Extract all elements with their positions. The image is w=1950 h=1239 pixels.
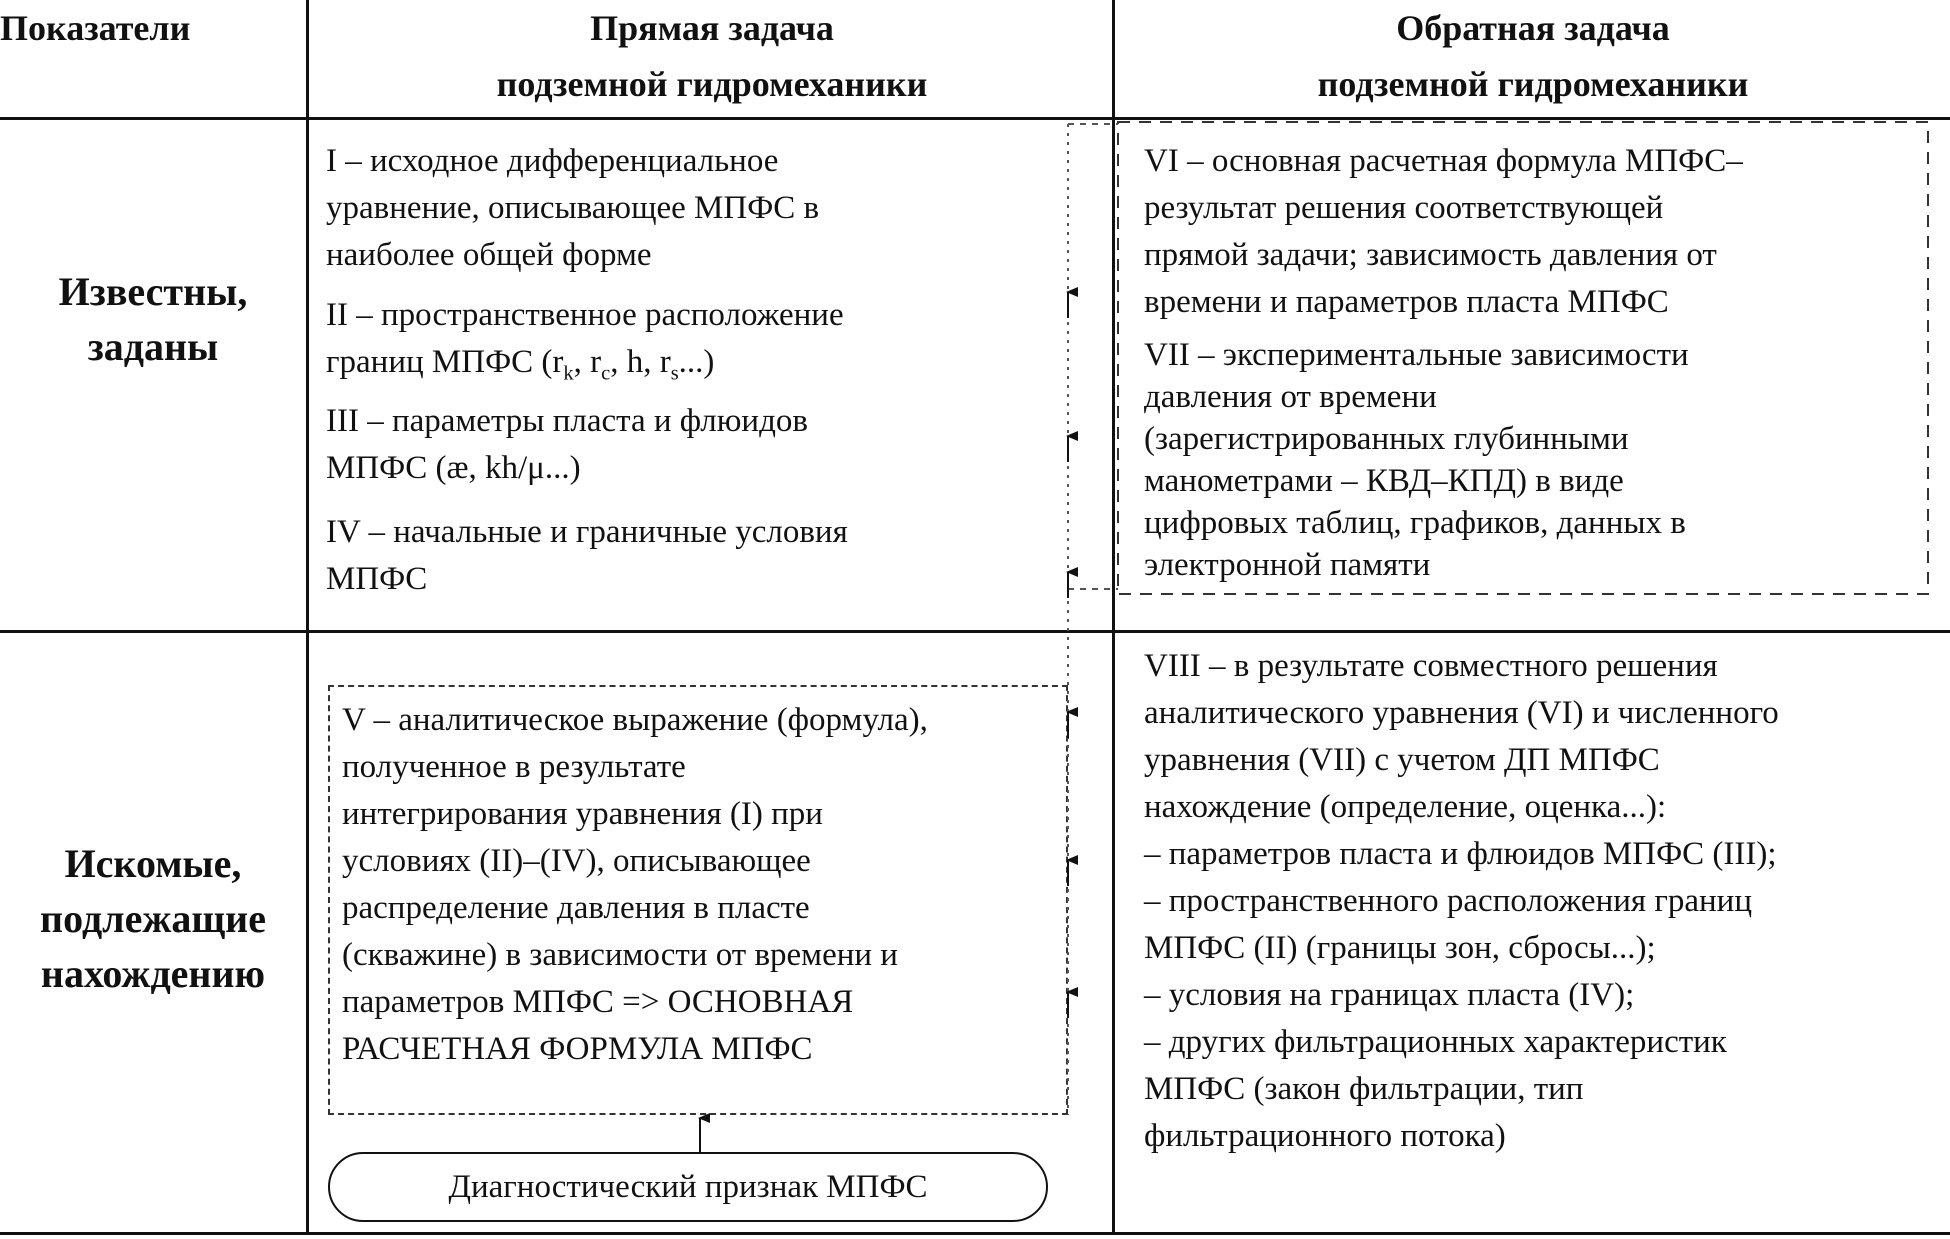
item-vi-line: времени и параметров пласта МПФС <box>1144 284 1669 320</box>
item-viii-line: VIII – в результате совместного решения <box>1144 648 1718 684</box>
header-inverse-line1: Обратная задача <box>1396 8 1670 48</box>
item-iii-line: МПФС (æ, kh/μ...) <box>326 450 581 486</box>
item-viii-line: – параметров пласта и флюидов МПФС (III); <box>1144 836 1777 872</box>
item-iii-line: III – параметры пласта и флюидов <box>326 403 808 439</box>
item-v-line: условиях (II)–(IV), описывающее <box>342 843 811 879</box>
row-label-known-line1: Известны, <box>58 269 248 314</box>
item-ii-line: II – пространственное расположение <box>326 297 844 333</box>
item-vi-line: результат решения соответствующей <box>1144 190 1664 226</box>
row-label-sought-line2: подлежащие <box>40 896 266 941</box>
row-label-sought-line1: Искомые, <box>64 841 242 886</box>
item-viii-line: МПФС (II) (границы зон, сбросы...); <box>1144 930 1656 966</box>
item-v-line: РАСЧЕТНАЯ ФОРМУЛА МПФС <box>342 1031 813 1067</box>
item-iv-line: МПФС <box>326 561 428 597</box>
header-direct-line1: Прямая задача <box>590 8 834 48</box>
item-viii-line: – условия на границах пласта (IV); <box>1144 977 1635 1013</box>
item-vi-line: VI – основная расчетная формула МПФС– <box>1144 143 1743 179</box>
item-vii-line: электронной памяти <box>1144 547 1431 583</box>
item-vii-line: цифровых таблиц, графиков, данных в <box>1144 505 1686 541</box>
subscript-k: k <box>563 362 574 385</box>
item-viii-line: фильтрационного потока) <box>1144 1118 1506 1154</box>
header-direct-line2: подземной гидромеханики <box>496 64 928 104</box>
item-viii-line: нахождение (определение, оценка...): <box>1144 789 1667 825</box>
item-viii-line: уравнения (VII) с учетом ДП МПФС <box>1144 742 1660 778</box>
item-vii-line: давления от времени <box>1144 379 1437 415</box>
item-ii-line: границ МПФС ($r_k$, $r_c$, h, $r_s$...) <box>326 344 715 385</box>
item-v-line: V – аналитическое выражение (формула), <box>342 702 928 738</box>
item-v-line: распределение давления в пласте <box>342 890 810 926</box>
item-vii-line: (зарегистрированных глубинными <box>1144 421 1629 457</box>
item-viii-line: аналитического уравнения (VI) и численного <box>1144 695 1779 731</box>
item-v-line: (скважине) в зависимости от времени и <box>342 937 898 973</box>
item-i-line: наиболее общей форме <box>326 237 652 273</box>
item-iv-line: IV – начальные и граничные условия <box>326 514 848 550</box>
item-vi-line: прямой задачи; зависимость давления от <box>1144 237 1717 273</box>
item-v-line: интегрирования уравнения (I) при <box>342 796 823 832</box>
header-inverse-line2: подземной гидромеханики <box>1317 64 1749 104</box>
item-v-line: параметров МПФС => ОСНОВНАЯ <box>342 984 854 1020</box>
row-label-known-line2: заданы <box>87 324 219 369</box>
item-vii-line: манометрами – КВД–КПД) в виде <box>1144 463 1624 499</box>
header-indicators: Показатели <box>0 8 191 48</box>
item-i-line: уравнение, описывающее МПФС в <box>326 190 820 226</box>
subscript-s: s <box>670 362 679 385</box>
diagnostic-feature-label: Диагностический признак МПФС <box>448 1168 928 1205</box>
item-vii-line: VII – экспериментальные зависимости <box>1144 337 1689 373</box>
vi-vii-dashed-box <box>1118 122 1928 594</box>
item-viii-line: МПФС (закон фильтрации, тип <box>1144 1071 1584 1107</box>
subscript-c: c <box>601 362 611 385</box>
row-label-sought-line3: нахождению <box>40 951 266 996</box>
item-viii-line: – пространственного расположения границ <box>1144 883 1752 919</box>
item-viii-line: – других фильтрационных характеристик <box>1144 1024 1727 1060</box>
item-v-line: полученное в результате <box>342 749 686 785</box>
item-i-line: I – исходное дифференциальное <box>326 143 779 179</box>
